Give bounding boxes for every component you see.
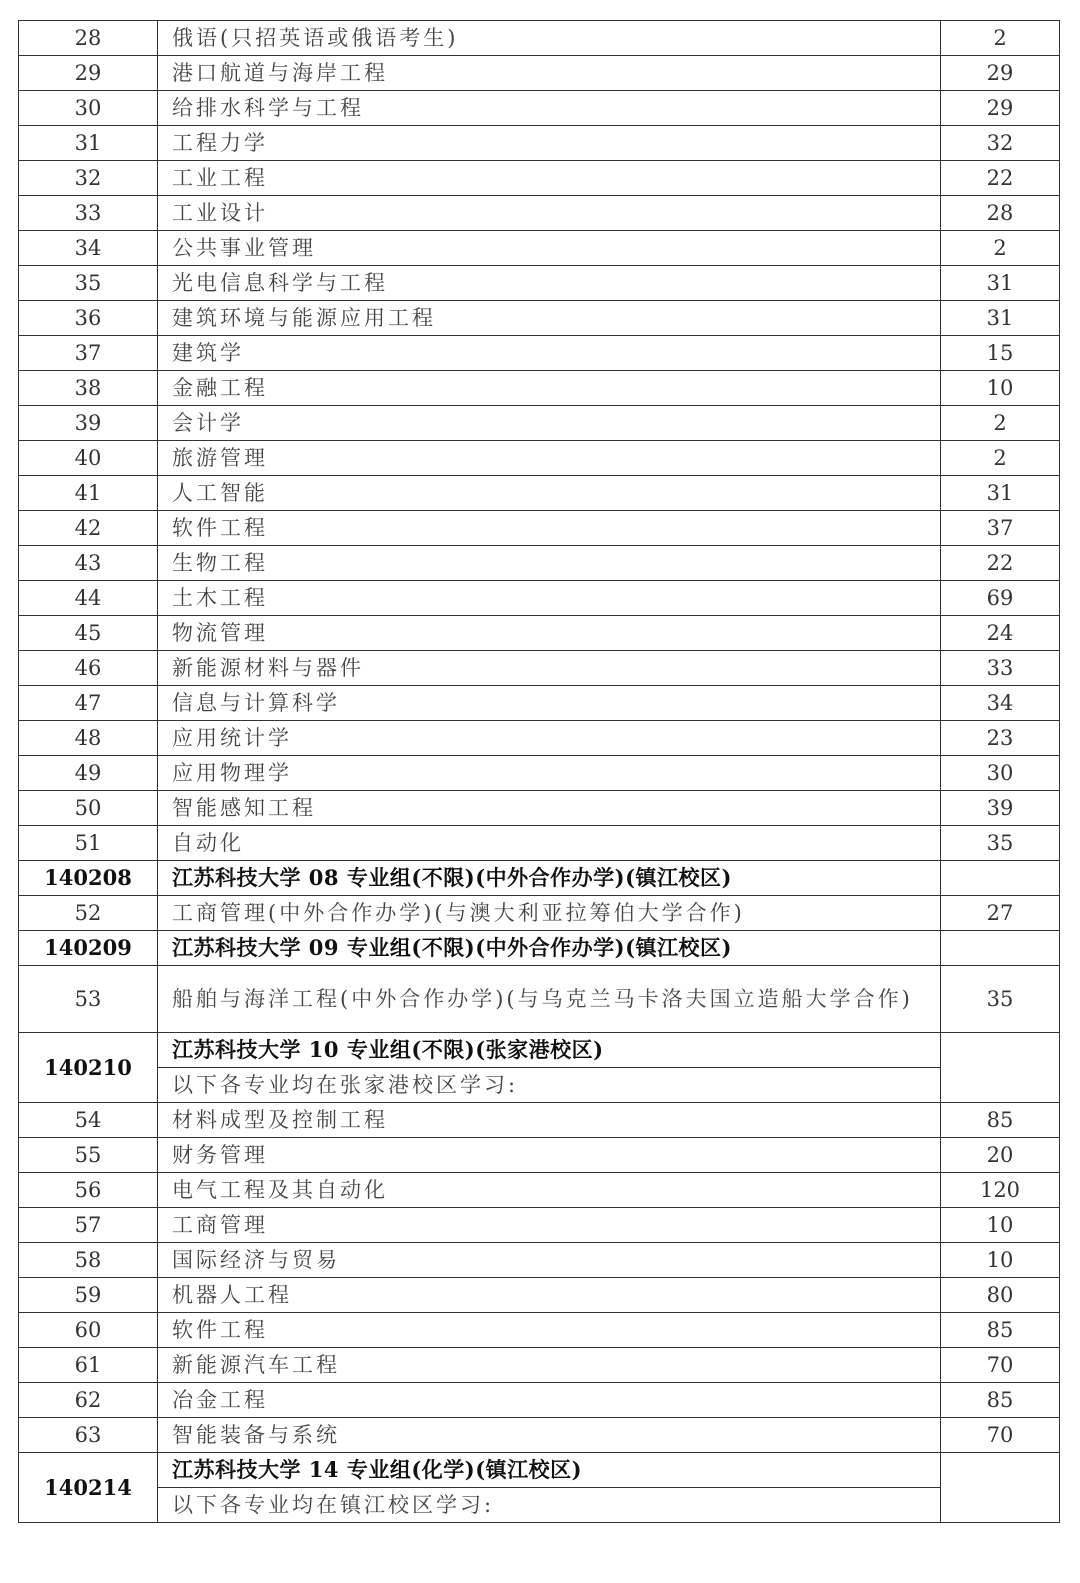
enrollment-plan-table bbox=[18, 20, 1060, 1523]
group-title: 江苏科技大学 08 专业组(不限)(中外合作办学)(镇江校区) bbox=[158, 861, 941, 896]
major-name: 冶金工程 bbox=[158, 1383, 941, 1418]
row-number: 60 bbox=[19, 1313, 158, 1348]
major-name: 新能源汽车工程 bbox=[158, 1348, 941, 1383]
row-number: 57 bbox=[19, 1208, 158, 1243]
plan-count: 37 bbox=[941, 511, 1060, 546]
plan-count: 31 bbox=[941, 301, 1060, 336]
table-row bbox=[19, 441, 1060, 476]
row-number: 61 bbox=[19, 1348, 158, 1383]
row-number: 49 bbox=[19, 756, 158, 791]
group-header-row bbox=[19, 931, 1060, 966]
group-note: 以下各专业均在镇江校区学习: bbox=[158, 1488, 941, 1523]
row-number: 31 bbox=[19, 126, 158, 161]
plan-count: 32 bbox=[941, 126, 1060, 161]
group-10-section bbox=[19, 1033, 1060, 1453]
table-row bbox=[19, 511, 1060, 546]
group-count bbox=[941, 1453, 1060, 1523]
table-row bbox=[19, 756, 1060, 791]
row-number: 32 bbox=[19, 161, 158, 196]
major-name: 船舶与海洋工程(中外合作办学)(与乌克兰马卡洛夫国立造船大学合作) bbox=[158, 966, 941, 1033]
plan-count: 34 bbox=[941, 686, 1060, 721]
major-name: 电气工程及其自动化 bbox=[158, 1173, 941, 1208]
row-number: 47 bbox=[19, 686, 158, 721]
major-name: 建筑学 bbox=[158, 336, 941, 371]
plan-count: 2 bbox=[941, 21, 1060, 56]
table-row bbox=[19, 406, 1060, 441]
table-row bbox=[19, 1208, 1060, 1243]
major-name: 自动化 bbox=[158, 826, 941, 861]
major-name: 材料成型及控制工程 bbox=[158, 1103, 941, 1138]
table-row bbox=[19, 161, 1060, 196]
table-row bbox=[19, 266, 1060, 301]
group-08-section bbox=[19, 861, 1060, 931]
major-name: 智能装备与系统 bbox=[158, 1418, 941, 1453]
plan-count: 29 bbox=[941, 56, 1060, 91]
table-row bbox=[19, 301, 1060, 336]
group-note-row bbox=[19, 1488, 1060, 1523]
plan-count: 10 bbox=[941, 1208, 1060, 1243]
row-number: 28 bbox=[19, 21, 158, 56]
plan-count: 24 bbox=[941, 616, 1060, 651]
table-row bbox=[19, 1383, 1060, 1418]
major-name: 物流管理 bbox=[158, 616, 941, 651]
row-number: 46 bbox=[19, 651, 158, 686]
group-count bbox=[941, 931, 1060, 966]
plan-count: 33 bbox=[941, 651, 1060, 686]
table-row bbox=[19, 476, 1060, 511]
row-number: 30 bbox=[19, 91, 158, 126]
major-name: 新能源材料与器件 bbox=[158, 651, 941, 686]
plan-count: 70 bbox=[941, 1348, 1060, 1383]
major-name: 工商管理(中外合作办学)(与澳大利亚拉筹伯大学合作) bbox=[158, 896, 941, 931]
group-code: 140210 bbox=[19, 1033, 158, 1103]
group-code: 140208 bbox=[19, 861, 158, 896]
plan-count: 2 bbox=[941, 441, 1060, 476]
major-name: 信息与计算科学 bbox=[158, 686, 941, 721]
group-code: 140214 bbox=[19, 1453, 158, 1523]
table-row bbox=[19, 1418, 1060, 1453]
table-row bbox=[19, 196, 1060, 231]
plan-count: 29 bbox=[941, 91, 1060, 126]
major-name: 应用物理学 bbox=[158, 756, 941, 791]
plan-count: 31 bbox=[941, 266, 1060, 301]
plan-count: 22 bbox=[941, 546, 1060, 581]
plan-count: 10 bbox=[941, 371, 1060, 406]
plan-count: 39 bbox=[941, 791, 1060, 826]
row-number: 51 bbox=[19, 826, 158, 861]
table-row bbox=[19, 1348, 1060, 1383]
table-row bbox=[19, 616, 1060, 651]
row-number: 34 bbox=[19, 231, 158, 266]
row-number: 35 bbox=[19, 266, 158, 301]
major-name: 软件工程 bbox=[158, 511, 941, 546]
table-body bbox=[19, 21, 1060, 861]
plan-count: 27 bbox=[941, 896, 1060, 931]
plan-count: 2 bbox=[941, 231, 1060, 266]
row-number: 36 bbox=[19, 301, 158, 336]
table-row bbox=[19, 336, 1060, 371]
major-name: 建筑环境与能源应用工程 bbox=[158, 301, 941, 336]
plan-count: 28 bbox=[941, 196, 1060, 231]
group-09-section bbox=[19, 931, 1060, 1033]
row-number: 39 bbox=[19, 406, 158, 441]
row-number: 41 bbox=[19, 476, 158, 511]
major-name: 工商管理 bbox=[158, 1208, 941, 1243]
group-header-row bbox=[19, 861, 1060, 896]
major-name: 智能感知工程 bbox=[158, 791, 941, 826]
table-row bbox=[19, 91, 1060, 126]
plan-count: 30 bbox=[941, 756, 1060, 791]
major-name: 会计学 bbox=[158, 406, 941, 441]
plan-count: 31 bbox=[941, 476, 1060, 511]
plan-count: 15 bbox=[941, 336, 1060, 371]
major-name: 应用统计学 bbox=[158, 721, 941, 756]
table-row bbox=[19, 1173, 1060, 1208]
table-row bbox=[19, 651, 1060, 686]
row-number: 42 bbox=[19, 511, 158, 546]
group-14-section bbox=[19, 1453, 1060, 1523]
row-number: 58 bbox=[19, 1243, 158, 1278]
plan-count: 69 bbox=[941, 581, 1060, 616]
major-name: 财务管理 bbox=[158, 1138, 941, 1173]
table-row bbox=[19, 1103, 1060, 1138]
table-row bbox=[19, 546, 1060, 581]
row-number: 44 bbox=[19, 581, 158, 616]
group-count bbox=[941, 1033, 1060, 1103]
table-row bbox=[19, 126, 1060, 161]
row-number: 52 bbox=[19, 896, 158, 931]
major-name: 机器人工程 bbox=[158, 1278, 941, 1313]
plan-count: 23 bbox=[941, 721, 1060, 756]
group-title: 江苏科技大学 10 专业组(不限)(张家港校区) bbox=[158, 1033, 941, 1068]
plan-count: 10 bbox=[941, 1243, 1060, 1278]
major-name: 旅游管理 bbox=[158, 441, 941, 476]
row-number: 29 bbox=[19, 56, 158, 91]
major-name: 工业工程 bbox=[158, 161, 941, 196]
row-number: 50 bbox=[19, 791, 158, 826]
plan-count: 120 bbox=[941, 1173, 1060, 1208]
plan-count: 20 bbox=[941, 1138, 1060, 1173]
group-note-row bbox=[19, 1068, 1060, 1103]
plan-count: 35 bbox=[941, 966, 1060, 1033]
plan-count: 22 bbox=[941, 161, 1060, 196]
row-number: 43 bbox=[19, 546, 158, 581]
table-row bbox=[19, 896, 1060, 931]
row-number: 53 bbox=[19, 966, 158, 1033]
major-name: 港口航道与海岸工程 bbox=[158, 56, 941, 91]
major-name: 公共事业管理 bbox=[158, 231, 941, 266]
major-name: 金融工程 bbox=[158, 371, 941, 406]
group-count bbox=[941, 861, 1060, 896]
table-row bbox=[19, 721, 1060, 756]
row-number: 48 bbox=[19, 721, 158, 756]
plan-count: 85 bbox=[941, 1313, 1060, 1348]
row-number: 37 bbox=[19, 336, 158, 371]
group-code: 140209 bbox=[19, 931, 158, 966]
group-title: 江苏科技大学 14 专业组(化学)(镇江校区) bbox=[158, 1453, 941, 1488]
row-number: 56 bbox=[19, 1173, 158, 1208]
plan-count: 80 bbox=[941, 1278, 1060, 1313]
group-header-row bbox=[19, 1033, 1060, 1068]
table-row bbox=[19, 826, 1060, 861]
table-row bbox=[19, 1138, 1060, 1173]
group-note: 以下各专业均在张家港校区学习: bbox=[158, 1068, 941, 1103]
major-name: 俄语(只招英语或俄语考生) bbox=[158, 21, 941, 56]
table-row bbox=[19, 231, 1060, 266]
row-number: 55 bbox=[19, 1138, 158, 1173]
plan-count: 35 bbox=[941, 826, 1060, 861]
row-number: 59 bbox=[19, 1278, 158, 1313]
major-name: 工程力学 bbox=[158, 126, 941, 161]
table-row bbox=[19, 581, 1060, 616]
row-number: 54 bbox=[19, 1103, 158, 1138]
row-number: 62 bbox=[19, 1383, 158, 1418]
table-row bbox=[19, 966, 1060, 1033]
table-row bbox=[19, 21, 1060, 56]
major-name: 软件工程 bbox=[158, 1313, 941, 1348]
row-number: 38 bbox=[19, 371, 158, 406]
major-name: 光电信息科学与工程 bbox=[158, 266, 941, 301]
plan-count: 70 bbox=[941, 1418, 1060, 1453]
plan-count: 85 bbox=[941, 1103, 1060, 1138]
major-name: 人工智能 bbox=[158, 476, 941, 511]
major-name: 国际经济与贸易 bbox=[158, 1243, 941, 1278]
table-row bbox=[19, 686, 1060, 721]
table-row bbox=[19, 371, 1060, 406]
row-number: 63 bbox=[19, 1418, 158, 1453]
group-header-row bbox=[19, 1453, 1060, 1488]
table-row bbox=[19, 1243, 1060, 1278]
row-number: 45 bbox=[19, 616, 158, 651]
group-title: 江苏科技大学 09 专业组(不限)(中外合作办学)(镇江校区) bbox=[158, 931, 941, 966]
major-name: 生物工程 bbox=[158, 546, 941, 581]
table-row bbox=[19, 1313, 1060, 1348]
table-row bbox=[19, 791, 1060, 826]
row-number: 33 bbox=[19, 196, 158, 231]
major-name: 土木工程 bbox=[158, 581, 941, 616]
plan-count: 85 bbox=[941, 1383, 1060, 1418]
plan-count: 2 bbox=[941, 406, 1060, 441]
major-name: 给排水科学与工程 bbox=[158, 91, 941, 126]
major-name: 工业设计 bbox=[158, 196, 941, 231]
table-row bbox=[19, 1278, 1060, 1313]
row-number: 40 bbox=[19, 441, 158, 476]
table-row bbox=[19, 56, 1060, 91]
